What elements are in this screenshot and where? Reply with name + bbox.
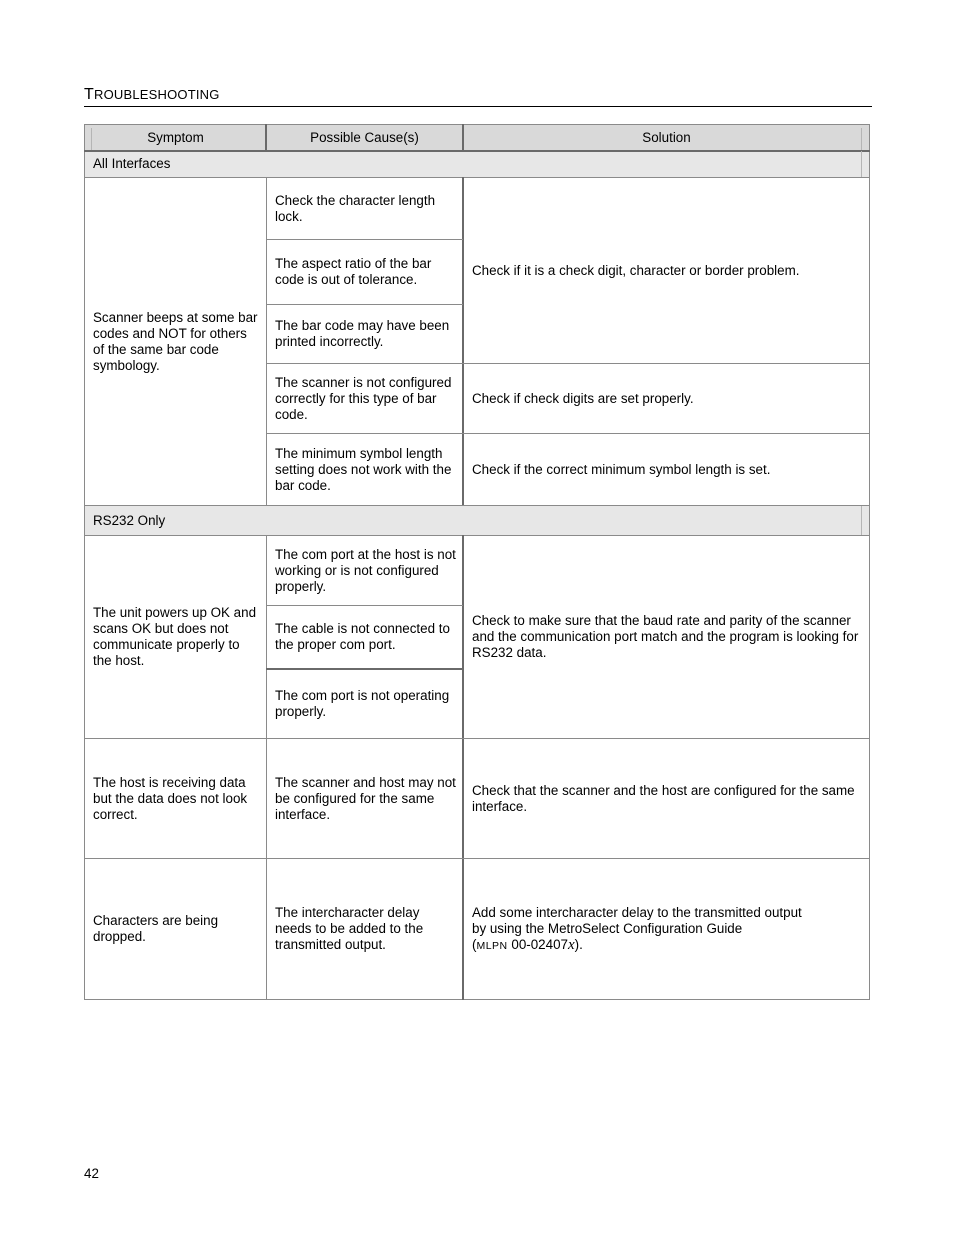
solution-cell [464, 739, 869, 858]
mlpn-abbrev: MLPN [476, 939, 508, 952]
symptom-cell [85, 536, 266, 738]
cause-cell [267, 364, 462, 433]
group-label-text: All Interfaces [93, 156, 171, 171]
group-label-rs232-only [85, 506, 869, 535]
cause-cell [267, 536, 462, 605]
cause-text: The aspect ratio of the bar code is out of tolerance. [275, 256, 432, 287]
symptom-cell [85, 859, 266, 999]
symptom-cell [85, 178, 266, 505]
solution-cell [464, 178, 869, 363]
cause-text: Check the character length lock. [275, 192, 436, 224]
cause-text: The minimum symbol length setting does not work with the bar code. [275, 445, 452, 493]
symptom-cell [85, 739, 266, 858]
column-header-symptom-label: Symptom [147, 129, 204, 145]
cause-cell [267, 305, 462, 363]
solution-text: Check if it is a check digit, character or border problem. [472, 262, 800, 278]
cause-text: The scanner is not configured correctly for this type of bar code. [275, 374, 452, 422]
solution-text: Check that the scanner and the host are configured for the same interface. [472, 782, 855, 814]
solution-cell [464, 434, 869, 505]
section-title-rest: ROUBLESHOOTING [93, 87, 220, 102]
paren-open: ( [472, 936, 477, 952]
cause-cell [267, 859, 462, 999]
solution-cell [464, 859, 869, 999]
cause-cell [267, 178, 462, 239]
solution-line: Add some intercharacter delay to the transmitted output [472, 904, 802, 920]
section-title [84, 86, 220, 104]
cause-cell [267, 739, 462, 858]
paren-close: ). [574, 936, 583, 952]
section-title-initial: T [84, 86, 94, 103]
solution-text: Check if check digits are set properly. [472, 390, 694, 406]
solution-text: Check if the correct minimum symbol length is set. [472, 461, 771, 477]
cause-text: The com port is not operating properly. [275, 688, 450, 719]
title-rule [84, 106, 872, 107]
solution-cell [464, 536, 869, 738]
cause-text: The bar code may have been printed incorrectly. [275, 318, 450, 349]
cause-text: The scanner and host may not be configured for the same interface. [275, 774, 456, 822]
column-header-symptom [85, 125, 266, 150]
symptom-text: Characters are being dropped. [93, 913, 219, 944]
cause-text: The intercharacter delay needs to be added to the transmitted output. [275, 905, 424, 952]
solution-reference [472, 937, 802, 954]
group-label-all-interfaces [85, 151, 869, 177]
column-header-solution [464, 125, 869, 150]
column-header-causes [267, 125, 462, 150]
symptom-text: The unit powers up OK and scans OK but does not communicate properly to the host. [93, 605, 257, 668]
group-label-text: RS232 Only [93, 512, 166, 528]
solution-line: by using the MetroSelect Configuration Guide [472, 920, 743, 936]
cause-text: The cable is not connected to the proper com port. [275, 621, 450, 652]
cause-cell [267, 606, 462, 668]
table-border-bottom [84, 999, 870, 1000]
solution-cell [464, 364, 869, 433]
cause-cell [267, 240, 462, 304]
mlpn-code: 00-02407 [507, 936, 568, 952]
table-border-right [869, 124, 870, 1000]
solution-text: Check to make sure that the baud rate and parity of the scanner and the communication port match and the program is looking for RS232 data. [472, 613, 859, 660]
column-header-causes-label: Possible Cause(s) [310, 129, 419, 145]
symptom-text: Scanner beeps at some bar codes and NOT for others of the same bar code symbology. [93, 309, 258, 373]
solution-text [472, 905, 802, 954]
cause-text: The com port at the host is not working or is not configured properly. [275, 546, 456, 594]
cause-cell [267, 434, 462, 505]
mlpn-variant: x [567, 936, 575, 953]
page-number: 42 [84, 1166, 99, 1181]
cause-cell [267, 670, 462, 738]
symptom-text: The host is receiving data but the data does not look correct. [93, 774, 248, 822]
column-header-solution-label: Solution [642, 129, 691, 145]
